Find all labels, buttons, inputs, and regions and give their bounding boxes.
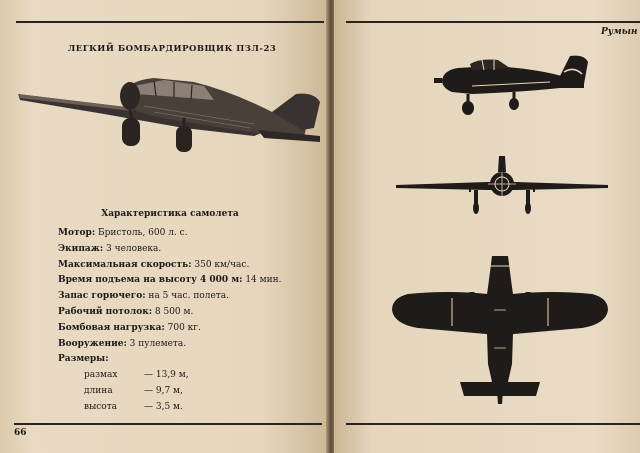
- aircraft-side-silhouette: [432, 52, 592, 118]
- dimension-length: длина — 9,7 м,: [84, 385, 183, 396]
- top-rule-left: [16, 21, 324, 23]
- specifications-list: [58, 226, 282, 416]
- characteristics-heading: Характеристика самолета: [101, 209, 239, 219]
- aircraft-front-silhouette: [392, 152, 612, 218]
- page-number: 66: [14, 428, 27, 438]
- running-header: Румын: [601, 27, 638, 37]
- right-page: [334, 0, 640, 453]
- spec-crew: Экипаж: 3 человека.: [58, 243, 162, 254]
- bottom-rule-left: [14, 423, 322, 425]
- aircraft-top-silhouette: [388, 254, 612, 406]
- spec-engine: Мотор: Бристоль, 600 л. с.: [58, 228, 188, 238]
- spec-dimensions: Размеры:: [58, 354, 109, 365]
- dimension-height: высота — 3,5 м.: [84, 401, 183, 412]
- bottom-rule-right: [346, 423, 640, 425]
- spec-ceiling: Рабочий потолок: 8 500 м.: [58, 306, 194, 317]
- spec-fuel: Запас горючего: на 5 час. полета.: [58, 291, 229, 302]
- spec-climb-time: Время подъема на высоту 4 000 м: 14 мин.: [58, 275, 282, 286]
- spec-max-speed: Максимальная скорость: 350 км/час.: [58, 259, 250, 270]
- spec-bomb-load: Бомбовая нагрузка: 700 кг.: [58, 322, 201, 333]
- dimension-span: размах — 13,9 м,: [84, 370, 189, 381]
- aircraft-title: ЛЕГКИЙ БОМБАРДИРОВЩИК ПЗЛ-23: [67, 44, 277, 54]
- aircraft-perspective-illustration: [14, 70, 326, 160]
- top-rule-right: [346, 21, 640, 23]
- spec-armament: Вооружение: 3 пулемета.: [58, 338, 187, 349]
